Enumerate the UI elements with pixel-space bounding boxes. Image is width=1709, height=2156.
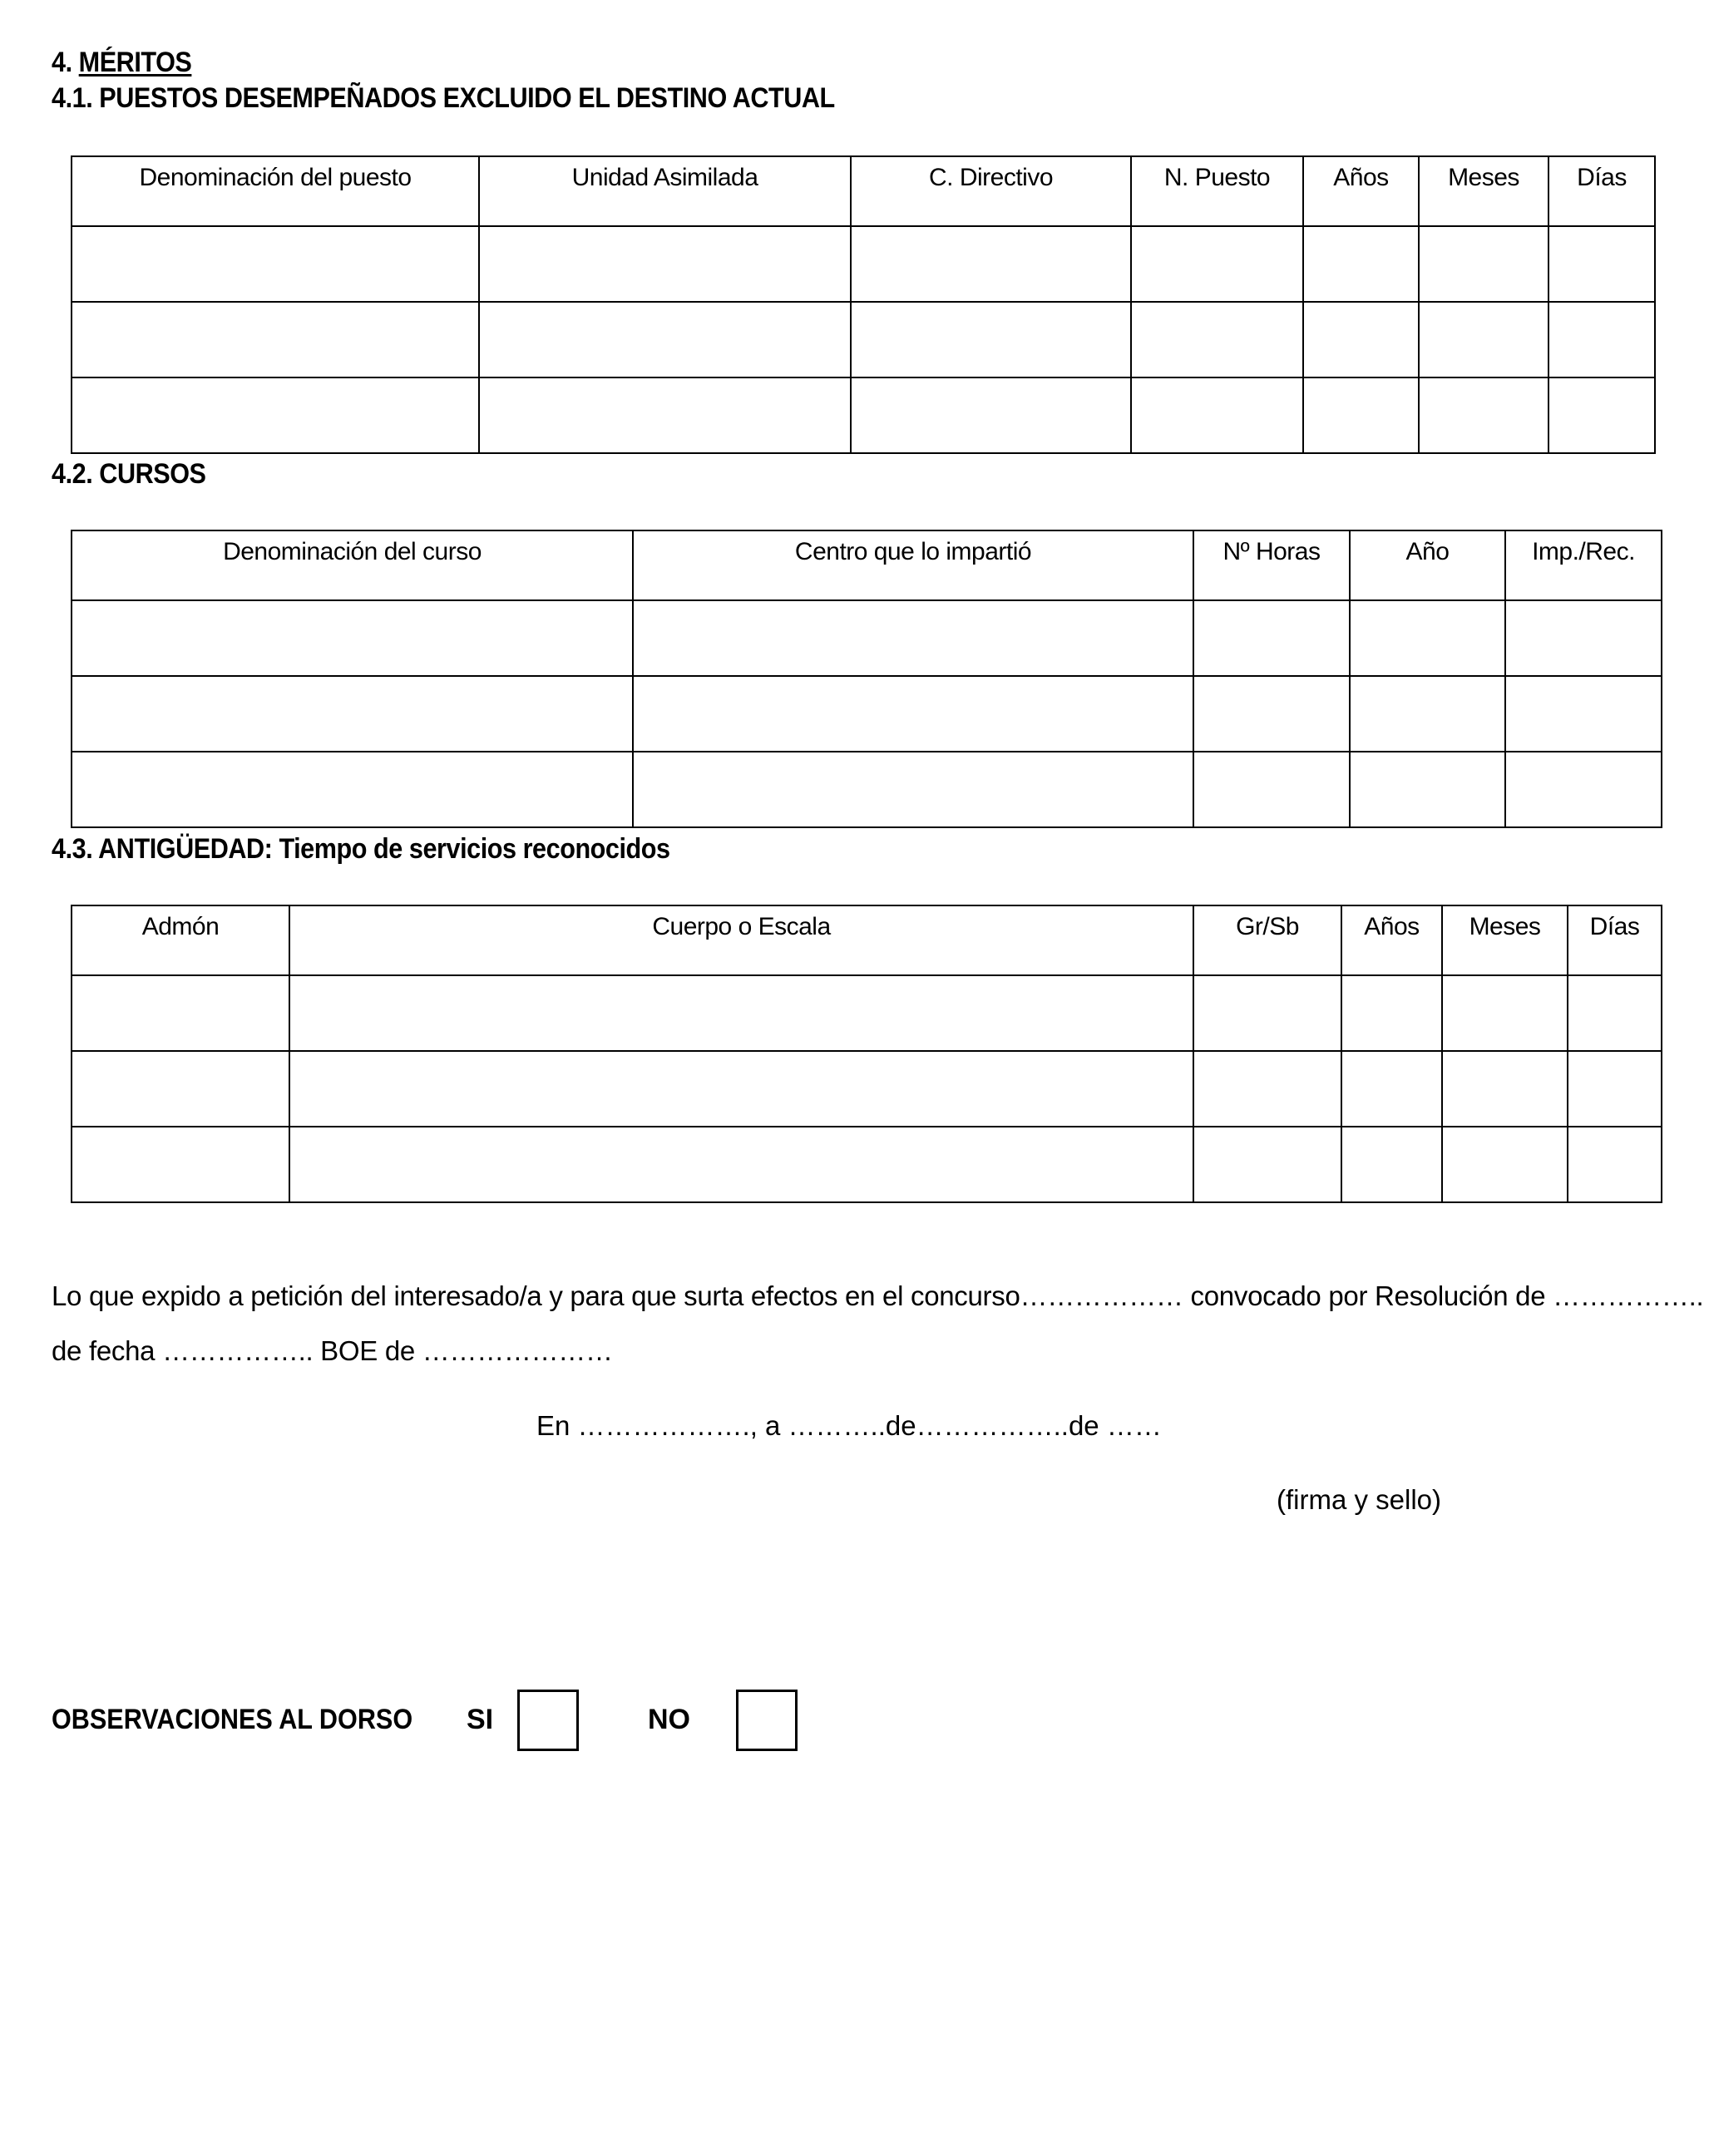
table-row [72,676,1662,752]
puestos-table [71,155,1656,454]
table-row [72,226,1655,302]
place-date-line: En ………………., a ………..de……………..de …… [536,1410,1162,1441]
yes-checkbox[interactable] [517,1690,579,1751]
table-cell[interactable] [1341,1127,1442,1202]
col-header: Gr/Sb [1193,905,1341,975]
col-header: Imp./Rec. [1505,530,1662,600]
table-cell[interactable] [1505,676,1662,752]
table-cell[interactable] [1350,752,1505,827]
section-4-3-title: 4.3. ANTIGÜEDAD: Tiempo de servicios reconocidos [52,833,670,865]
table-cell[interactable] [1193,975,1341,1051]
table-cell[interactable] [72,975,289,1051]
signature-label: (firma y sello) [1277,1484,1442,1515]
table-cell[interactable] [633,752,1193,827]
col-header: Admón [72,905,289,975]
table-cell[interactable] [1193,752,1350,827]
table-cell[interactable] [289,1051,1193,1127]
section-4-number: 4. [52,47,72,78]
table-cell[interactable] [72,600,633,676]
col-header: N. Puesto [1131,156,1303,226]
table-header-row [72,905,1662,975]
table-cell[interactable] [1131,302,1303,377]
table-cell[interactable] [1350,600,1505,676]
col-header: Años [1303,156,1419,226]
table-cell[interactable] [1442,1051,1568,1127]
cursos-table [71,530,1662,828]
table-cell[interactable] [1303,226,1419,302]
table-cell[interactable] [1505,752,1662,827]
no-label: NO [648,1704,690,1735]
table-cell[interactable] [1568,1127,1662,1202]
col-header: Unidad Asimilada [479,156,851,226]
col-header: Año [1350,530,1505,600]
col-header: Días [1568,905,1662,975]
table-cell[interactable] [1548,226,1655,302]
table-row [72,600,1662,676]
table-cell[interactable] [1131,377,1303,453]
table-cell[interactable] [1193,1127,1341,1202]
table-row [72,1127,1662,1202]
table-cell[interactable] [851,226,1131,302]
table-cell[interactable] [1548,377,1655,453]
table-header-row [72,530,1662,600]
table-cell[interactable] [289,975,1193,1051]
table-row [72,975,1662,1051]
section-4-heading [52,47,191,79]
table-cell[interactable] [1341,975,1442,1051]
col-header: C. Directivo [851,156,1131,226]
col-header: Meses [1419,156,1548,226]
table-row [72,377,1655,453]
table-cell[interactable] [1419,302,1548,377]
table-cell[interactable] [1548,302,1655,377]
section-4-2-title: 4.2. CURSOS [52,458,206,490]
table-cell[interactable] [72,752,633,827]
table-cell[interactable] [1193,600,1350,676]
table-cell[interactable] [72,1127,289,1202]
table-cell[interactable] [479,226,851,302]
col-header: Centro que lo impartió [633,530,1193,600]
section-4-1-title: 4.1. PUESTOS DESEMPEÑADOS EXCLUIDO EL DESTINO ACTUAL [52,82,835,114]
table-cell[interactable] [1303,377,1419,453]
table-cell[interactable] [72,377,479,453]
table-cell[interactable] [1419,226,1548,302]
table-cell[interactable] [479,377,851,453]
col-header: Años [1341,905,1442,975]
table-row [72,1051,1662,1127]
col-header: Meses [1442,905,1568,975]
table-cell[interactable] [1568,975,1662,1051]
col-header: Días [1548,156,1655,226]
table-cell[interactable] [1505,600,1662,676]
table-cell[interactable] [1419,377,1548,453]
table-cell[interactable] [633,676,1193,752]
table-cell[interactable] [1442,1127,1568,1202]
table-cell[interactable] [1350,676,1505,752]
table-cell[interactable] [479,302,851,377]
table-cell[interactable] [851,377,1131,453]
table-cell[interactable] [1193,1051,1341,1127]
table-row [72,302,1655,377]
table-cell[interactable] [289,1127,1193,1202]
col-header: Denominación del curso [72,530,633,600]
table-cell[interactable] [72,226,479,302]
table-cell[interactable] [1303,302,1419,377]
yes-label: SI [467,1704,494,1735]
table-cell[interactable] [633,600,1193,676]
col-header: Denominación del puesto [72,156,479,226]
table-cell[interactable] [72,676,633,752]
table-row [72,752,1662,827]
table-header-row [72,156,1655,226]
table-cell[interactable] [851,302,1131,377]
certification-line-1: Lo que expido a petición del interesado/a y para que surta efectos en el concurso……………… convocado por Resolución de …………….. [52,1280,1704,1311]
table-cell[interactable] [1568,1051,1662,1127]
observations-label: OBSERVACIONES AL DORSO [52,1704,413,1735]
table-cell[interactable] [1131,226,1303,302]
table-cell[interactable] [1442,975,1568,1051]
table-cell[interactable] [72,302,479,377]
section-4-title: MÉRITOS [78,47,192,78]
table-cell[interactable] [72,1051,289,1127]
certification-line-2: de fecha …………….. BOE de ………………… [52,1335,613,1366]
table-cell[interactable] [1341,1051,1442,1127]
table-cell[interactable] [1193,676,1350,752]
col-header: Nº Horas [1193,530,1350,600]
antiguedad-table [71,905,1662,1203]
col-header: Cuerpo o Escala [289,905,1193,975]
no-checkbox[interactable] [736,1690,798,1751]
